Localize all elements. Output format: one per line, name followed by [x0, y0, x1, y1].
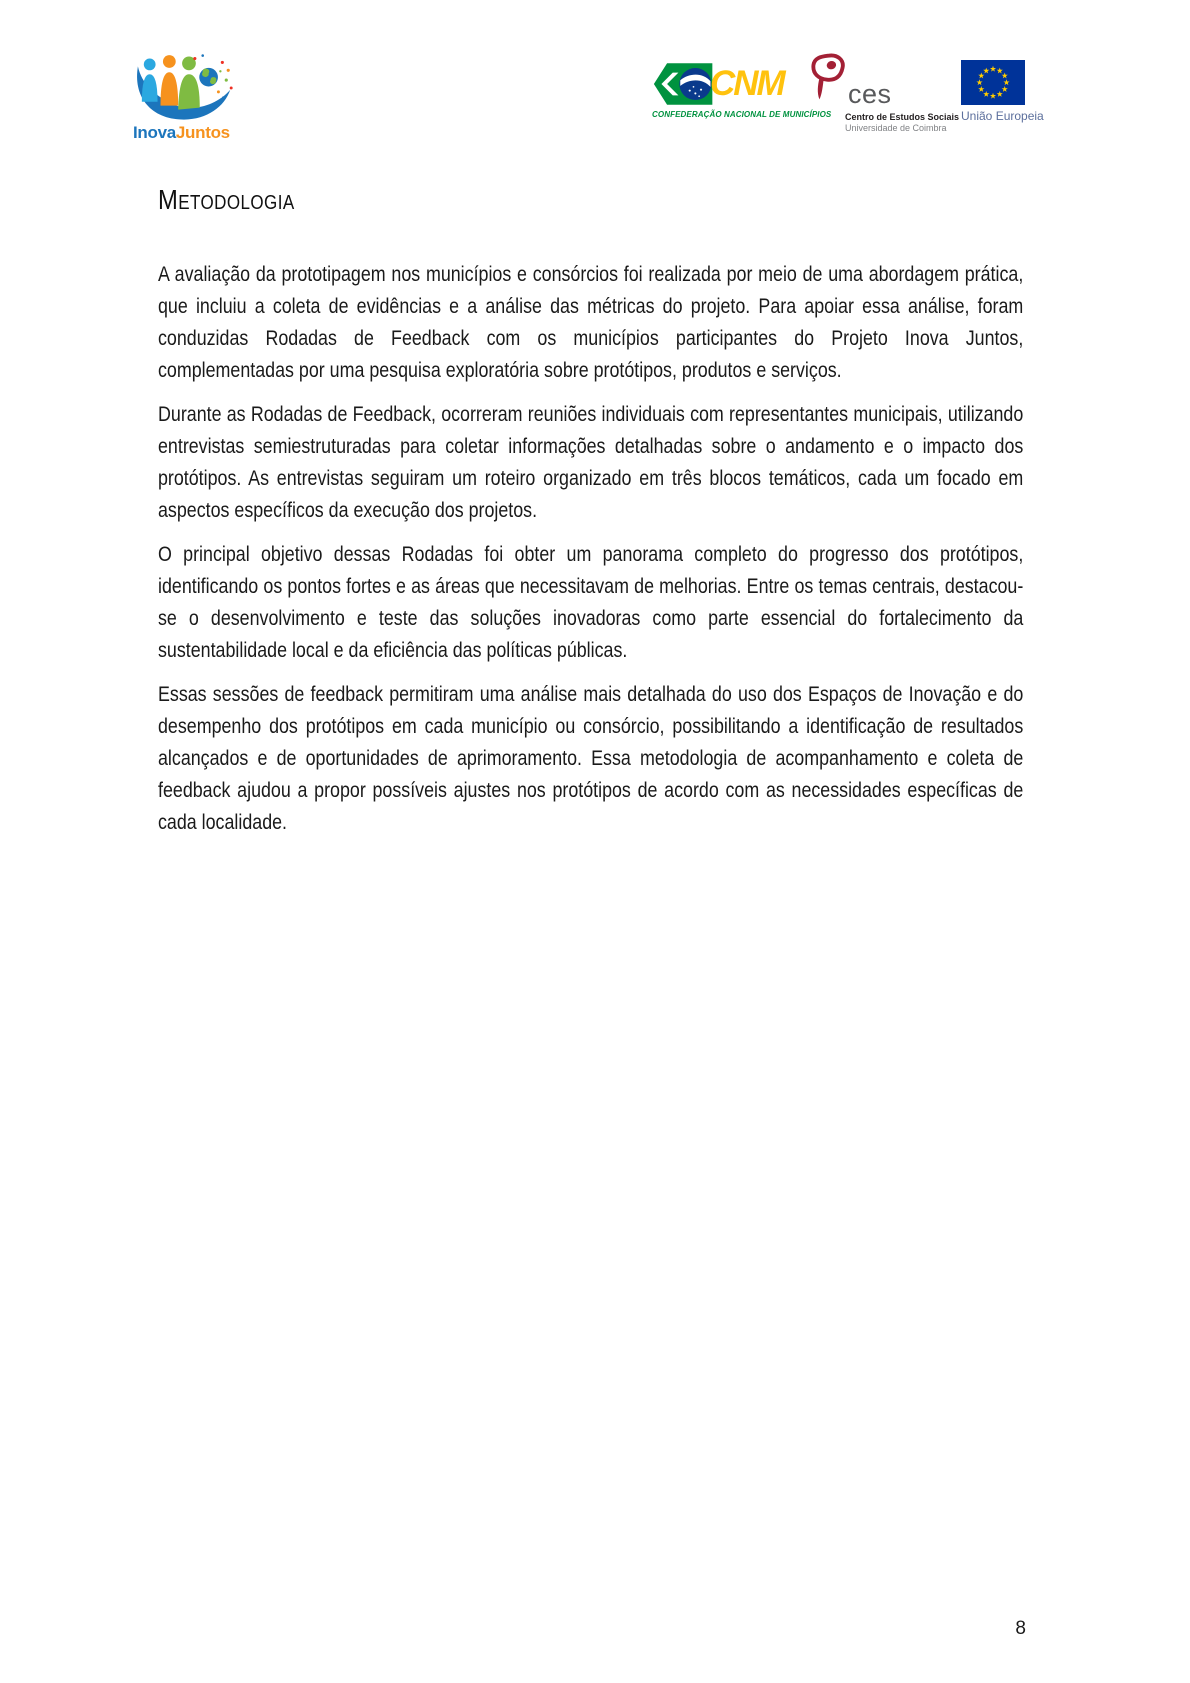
paragraph-4: Essas sessões de feedback permitiram uma análise mais detalhada do uso dos Espaços de Inovação e do desempenho dos protótipos em cada município ou consórcio, possibilitando a identificação de resultados alcançados e de oportunidades de aprimoramento. Essa metodologia de acompanhamento e coleta de feedback ajudou a propor possíveis ajustes nos protótipos de acordo com as necessidades específicas de cada localidade. — [158, 683, 1024, 834]
cnm-acronym: CNM — [710, 64, 784, 103]
page-number: 8 — [1015, 1618, 1026, 1639]
paragraph-1: A avaliação da prototipagem nos municípios e consórcios foi realizada por meio de uma abordagem prática, que incluiu a coleta de evidências e a análise das métricas do projeto. Para apoiar essa análise, foram conduzidas Rodadas de Feedback com os municípios participantes do Projeto Inova Juntos, complementadas por uma pesquisa exploratória sobre protótipos, produtos e serviços. — [158, 263, 1024, 382]
paragraph-2: Durante as Rodadas de Feedback, ocorreram reuniões individuais com representantes municipais, utilizando entrevistas semiestruturadas para coletar informações detalhadas sobre o andamento e o impacto dos protótipos. As entrevistas seguiram um roteiro organizado em três blocos temáticos, cada um focado em aspectos específicos da execução dos projetos. — [158, 403, 1024, 522]
inovajuntos-wordmark — [133, 124, 245, 142]
page-title: Metodologia — [158, 184, 295, 215]
inovajuntos-logo — [133, 50, 245, 142]
cnm-logo — [652, 60, 832, 119]
ces-acronym: ces — [848, 79, 892, 109]
cnm-flag-icon — [652, 60, 718, 108]
eu-caption: União Europeia — [961, 109, 1044, 123]
ces-caption-line1: Centro de Estudos Sociais — [845, 112, 960, 122]
paragraph-3: O principal objetivo dessas Rodadas foi obter um panorama completo do progresso dos protótipos, identificando os pontos fortes e as áreas que necessitavam de melhorias. Entre os temas centrais, destacou-se o desenvolvimento e teste das soluções inovadoras como parte essencial do fortalecimento da sustentabilidade local e da eficiência das políticas públicas. — [158, 543, 1024, 662]
ces-symbol-icon — [810, 50, 846, 106]
eu-flag-icon — [961, 60, 1025, 105]
cnm-caption: CONFEDERAÇÃO NACIONAL DE MUNICÍPIOS — [652, 110, 832, 119]
ces-logo — [810, 50, 960, 134]
inovajuntos-logo-icon — [133, 50, 241, 122]
eu-logo — [961, 60, 1044, 123]
inovajuntos-wordmark-juntos: Juntos — [175, 123, 230, 142]
ces-caption-line2: Universidade de Coimbra — [845, 123, 947, 133]
inovajuntos-wordmark-inova: Inova — [133, 123, 176, 142]
document-body — [158, 186, 1023, 851]
